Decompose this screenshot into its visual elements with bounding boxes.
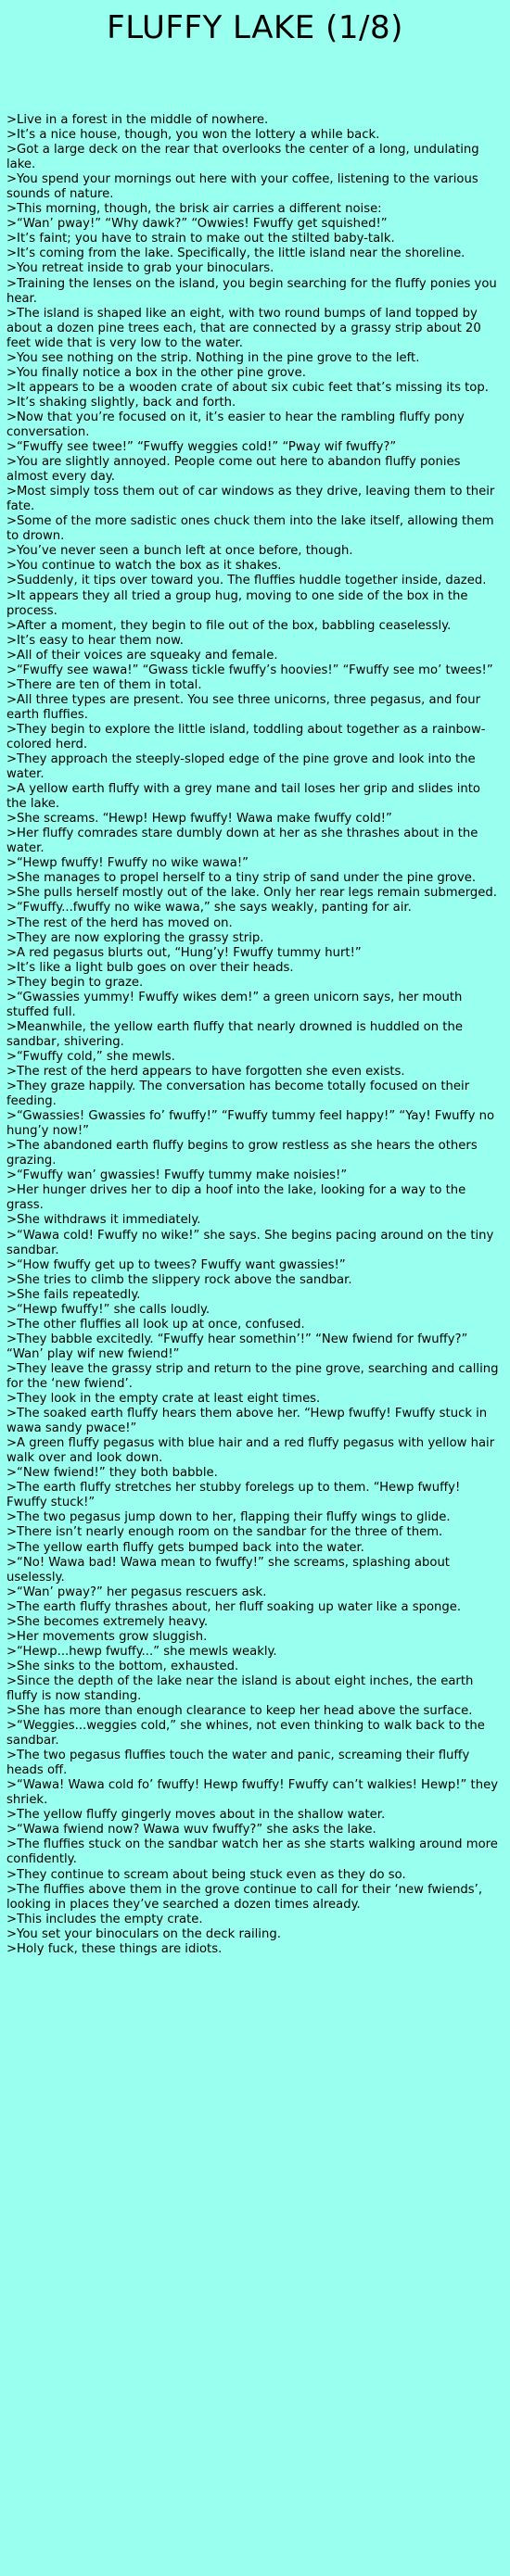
story-line: >It’s a nice house, though, you won the lottery a while back.	[6, 128, 380, 143]
story-line: >The yellow fluffy gingerly moves about in the shallow water.	[6, 1808, 386, 1823]
story-line: >“Fwuffy see wawa!” “Gwass tickle fwuffy’s hoovies!” “Fwuffy see mo’ twees!”	[6, 663, 493, 677]
story-line: >“Weggies...weggies cold,” she whines, not even thinking to walk back to the sandbar.	[6, 1719, 485, 1749]
story-line: >The two pegasus jump down to her, flapping their fluffy wings to glide.	[6, 1510, 451, 1525]
story-line: >“Wawa cold! Fwuffy no wike!” she says. She begins pacing around on the tiny sandbar.	[6, 1228, 494, 1257]
story-line: >They begin to explore the little island, toddling about together as a rainbow-colored herd.	[6, 722, 486, 751]
story-line: >The yellow earth fluffy gets bumped back into the water.	[6, 1540, 364, 1555]
story-line: >“Gwassies yummy! Fwuffy wikes dem!” a green unicorn says, her mouth stuffed full.	[6, 990, 463, 1019]
story-line: >“Fwuffy...fwuffy no wike wawa,” she says weakly, panting for air.	[6, 901, 412, 915]
story-line: >The other fluffies all look up at once, confused.	[6, 1317, 305, 1332]
story-line: >The fluffies stuck on the sandbar watch her as she starts walking around more confidently.	[6, 1837, 498, 1867]
story-line: >There are ten of them in total.	[6, 677, 202, 692]
story-line: >After a moment, they begin to file out of the box, babbling ceaselessly.	[6, 618, 452, 633]
story-line: >The earth fluffy stretches her stubby forelegs up to them. “Hewp fwuffy! Fwuffy stuck!”	[6, 1481, 461, 1510]
story-line: >“Fwuffy cold,” she mewls.	[6, 1049, 175, 1064]
story-line: >“Wawa fwiend now? Wawa wuv fwuffy?” she asks the lake.	[6, 1823, 376, 1837]
story-line: >Some of the more sadistic ones chuck them into the lake itself, allowing them to drown.	[6, 514, 494, 544]
story-line: >The two pegasus fluffies touch the water and panic, screaming their fluffy heads off.	[6, 1749, 470, 1778]
story-line: >The soaked earth fluffy hears them above her. “Hewp fwuffy! Fwuffy stuck in wawa sandy pwace!”	[6, 1407, 488, 1436]
story-line: >A red pegasus blurts out, “Hung’y! Fwuffy tummy hurt!”	[6, 945, 362, 960]
story-line: >A green fluffy pegasus with blue hair and a red fluffy pegasus with yellow hair walk over and look down.	[6, 1436, 495, 1466]
story-line: >There isn’t nearly enough room on the sandbar for the three of them.	[6, 1525, 443, 1540]
story-line: >Got a large deck on the rear that overlooks the center of a long, undulating lake.	[6, 143, 479, 172]
story-line: >Suddenly, it tips over toward you. The fluffies huddle together inside, dazed.	[6, 574, 487, 588]
story-line: >“How fwuffy get up to twees? Fwuffy want gwassies!”	[6, 1257, 346, 1272]
story-line: >“Fwuffy wan’ gwassies! Fwuffy tummy make noisies!”	[6, 1168, 348, 1183]
story-line: >“Wawa! Wawa cold fo’ fwuffy! Hewp fwuffy! Fwuffy can’t walkies! Hewp!” they shriek.	[6, 1778, 498, 1808]
story-line: >You continue to watch the box as it shakes.	[6, 559, 282, 574]
story-line: >Live in a forest in the middle of nowhere.	[6, 113, 269, 127]
story-line: >The earth fluffy thrashes about, her fluff soaking up water like a sponge.	[6, 1599, 462, 1614]
story-line: >You are slightly annoyed. People come out here to abandon fluffy ponies almost every day.	[6, 455, 461, 485]
story-line: >Her fluffy comrades stare dumbly down at her as she thrashes about in the water.	[6, 827, 478, 856]
story-line: >She sinks to the bottom, exhausted.	[6, 1659, 239, 1673]
story-line: >They graze happily. The conversation has become totally focused on their feeding.	[6, 1080, 470, 1109]
story-line: >“Wan’ pway?” her pegasus rescuers ask.	[6, 1585, 267, 1599]
story-line: >She screams. “Hewp! Hewp fwuffy! Wawa make fwuffy cold!”	[6, 812, 392, 827]
story-line: >Now that you’re focused on it, it’s easier to hear the rambling fluffy pony conversation.	[6, 410, 465, 439]
story-line: >The rest of the herd appears to have forgotten she even exists.	[6, 1065, 405, 1079]
story-line: >It’s shaking slightly, back and forth.	[6, 395, 236, 410]
story-line: >They leave the grassy strip and return to the pine grove, searching and calling for the ‘new fwiend’.	[6, 1361, 499, 1391]
story-line: >Training the lenses on the island, you begin searching for the fluffy ponies you hear.	[6, 276, 497, 306]
story-line: >The rest of the herd has moved on.	[6, 915, 233, 930]
story-line: >She becomes extremely heavy.	[6, 1614, 209, 1629]
story-line: >It’s coming from the lake. Specifically, the little island near the shoreline.	[6, 246, 465, 261]
story-line: >They are now exploring the grassy strip.	[6, 930, 264, 945]
story-line: >“Gwassies! Gwassies fo’ fwuffy!” “Fwuffy tummy feel happy!” “Yay! Fwuffy no hung’y now!”	[6, 1109, 495, 1139]
story-line: >“Hewp fwuffy!” she calls loudly.	[6, 1302, 210, 1317]
story-line: >All of their voices are squeaky and female.	[6, 648, 278, 663]
story-line: >Since the depth of the lake near the island is about eight inches, the earth fluffy is now standing.	[6, 1673, 474, 1703]
story-line: >“New fwiend!” they both babble.	[6, 1466, 218, 1481]
story-line: >The island is shaped like an eight, with two round bumps of land topped by about a dozen pine trees each, that are connected by a grassy strip about 20 feet wide that is very low to the water.	[6, 306, 481, 350]
story-line: >Holy fuck, these things are idiots.	[6, 1941, 223, 1956]
story-line: >She manages to propel herself to a tiny strip of sand under the pine grove.	[6, 871, 477, 886]
story-line: >The abandoned earth fluffy begins to grow restless as she hears the others grazing.	[6, 1139, 478, 1168]
page-title: FLUFFY LAKE (1/8)	[107, 9, 403, 46]
story-line: >They continue to scream about being stuck even as they do so.	[6, 1867, 406, 1882]
story-line: >She has more than enough clearance to keep her head above the surface.	[6, 1704, 473, 1719]
story-line: >You see nothing on the strip. Nothing in the pine grove to the left.	[6, 350, 420, 365]
story-line: >It’s like a light bulb goes on over their heads.	[6, 960, 294, 975]
story-line: >“Hewp fwuffy! Fwuffy no wike wawa!”	[6, 856, 249, 871]
story-line: >They approach the steeply-sloped edge of the pine grove and look into the water.	[6, 752, 476, 782]
story-line: >Her movements grow sluggish.	[6, 1629, 208, 1644]
story-line: >Most simply toss them out of car windows as they drive, leaving them to their fate.	[6, 485, 495, 514]
story-line: >You spend your mornings out here with your coffee, listening to the various sounds of nature.	[6, 172, 478, 202]
story-line: >They begin to graze.	[6, 975, 144, 990]
story-line: >It’s easy to hear them now.	[6, 633, 184, 648]
story-line: >It’s faint; you have to strain to make out the stilted baby-talk.	[6, 232, 395, 246]
story-line: >This includes the empty crate.	[6, 1912, 203, 1926]
story-line: >You set your binoculars on the deck railing.	[6, 1926, 281, 1941]
story-line: >You retreat inside to grab your binoculars.	[6, 261, 274, 276]
story-line: >They look in the empty crate at least eight times.	[6, 1392, 321, 1407]
story-line: >It appears they all tried a group hug, moving to one side of the box in the process.	[6, 588, 468, 618]
story-line: >“Fwuffy see twee!” “Fwuffy weggies cold!” “Pway wif fwuffy?”	[6, 440, 397, 455]
story-line: >You’ve never seen a bunch left at once before, though.	[6, 544, 353, 559]
story-line: >“Wan’ pway!” “Why dawk?” “Owwies! Fwuffy get squished!”	[6, 217, 388, 232]
story-text	[6, 113, 504, 1957]
story-line: >It appears to be a wooden crate of about six cubic feet that’s missing its top.	[6, 380, 489, 395]
story-line: >She pulls herself mostly out of the lake. Only her rear legs remain submerged.	[6, 886, 497, 901]
story-line: >Her hunger drives her to dip a hoof into the lake, looking for a way to the grass.	[6, 1183, 466, 1213]
story-line: >The fluffies above them in the grove continue to call for their ‘new fwiends’, looking in places they’ve searched a dozen times already.	[6, 1882, 483, 1912]
story-line: >They babble excitedly. “Fwuffy hear somethin’!” “New fwiend for fwuffy?” “Wan’ play wif new fwiend!”	[6, 1332, 468, 1361]
story-line: >A yellow earth fluffy with a grey mane and tail loses her grip and slides into the lake.	[6, 782, 480, 812]
story-line: >This morning, though, the brisk air carries a different noise:	[6, 202, 382, 217]
story-line: >She tries to climb the slippery rock above the sandbar.	[6, 1272, 352, 1287]
story-line: >All three types are present. You see three unicorns, three pegasus, and four earth fluffies.	[6, 692, 481, 722]
story-line: >She fails repeatedly.	[6, 1287, 141, 1302]
story-line: >“No! Wawa bad! Wawa mean to fwuffy!” she screams, splashing about uselessly.	[6, 1555, 450, 1585]
story-line: >You finally notice a box in the other pine grove.	[6, 365, 306, 380]
story-line: >Meanwhile, the yellow earth fluffy that nearly drowned is huddled on the sandbar, shivering.	[6, 1019, 463, 1049]
story-line: >“Hewp...hewp fwuffy...” she mewls weakly.	[6, 1644, 277, 1659]
story-line: >She withdraws it immediately.	[6, 1213, 201, 1228]
